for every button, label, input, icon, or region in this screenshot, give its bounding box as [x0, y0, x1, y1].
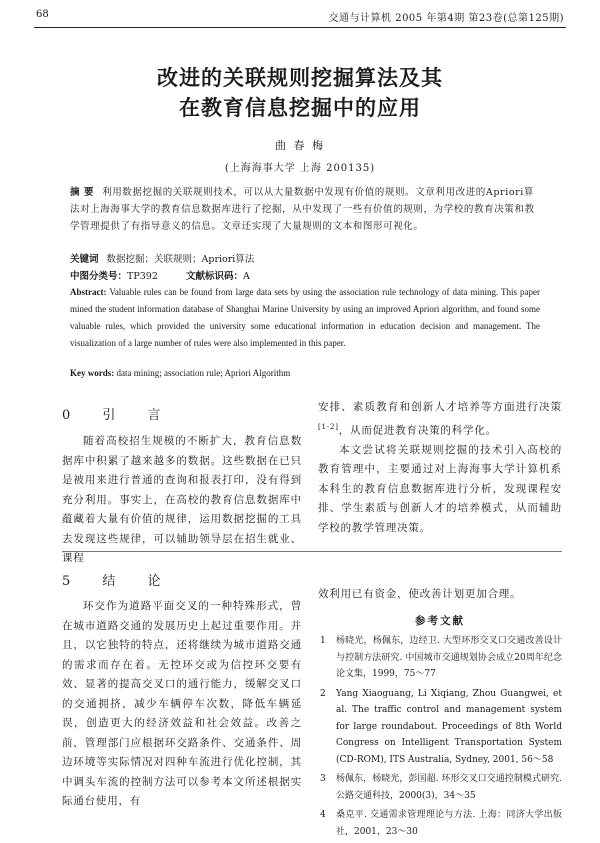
intro-right-text-1: 安排、素质教育和创新人才培养等方面进行决策 — [318, 401, 562, 413]
section-divider — [62, 551, 562, 552]
abstract-cn-label: 摘 要 — [70, 187, 95, 198]
reference-number: 1 — [320, 636, 326, 646]
reference-item — [318, 771, 562, 804]
keywords-cn — [70, 251, 540, 265]
page-number: 68 — [36, 9, 49, 20]
section-conclusion-heading: 5 结 论 — [62, 574, 175, 589]
intro-right-column — [318, 398, 562, 538]
references-heading: 参考文献 — [415, 615, 465, 627]
reference-item — [318, 807, 562, 840]
reference-number: 3 — [320, 774, 326, 784]
abstract-cn-text: 利用数据挖掘的关联规则技术，可以从大量数据中发现有价值的规则。文章利用改进的Apriori算法对上海海事大学的教育信息数据库进行了挖掘，从中发现了一些有价值的规则，为学校的教育决策和教学管理提供了有指导意义的信息。文章还实现了大量规则的文本和图形可视化。 — [70, 187, 535, 232]
header-rule — [34, 27, 566, 28]
reference-number: 2 — [320, 688, 326, 699]
classification — [70, 268, 540, 282]
references-list — [318, 633, 562, 843]
abstract-en-text: Valuable rules can be found from large data sets by using the association rule technology of data mining. This paper mined the student information database of Shanghai Marine University by using an improved Apriori algorithm, and found some valuable rules, which provided the university some educational information in education decision and management. The visualization of a large number of rules were also implemented in this paper. — [70, 287, 540, 348]
affiliation: (上海海事大学 上海 200135) — [224, 163, 376, 174]
title-line-2: 在教育信息挖掘中的应用 — [179, 96, 421, 120]
keywords-cn-label: 关键词 — [70, 254, 99, 265]
keywords-cn-text: 数据挖掘；关联规则；Apriori算法 — [106, 254, 255, 265]
intro-left-column: 随着高校招生规模的不断扩大，教育信息数据库中积累了越来越多的数据。这些数据在已只是被用来进行普通的查询和报表打印，没有得到充分利用。事实上，在高校的教育信息数据库中蕴藏着大量有价值的规律，运用数据挖掘的工具去发现这些规律，可以辅助领导层在招生就业、课程 — [62, 435, 302, 564]
reference-item — [318, 633, 562, 683]
reference-text: 杨佩东，杨晓光，彭国超. 环形交叉口交通控制模式研究. 公路交通科技，2000(3)，34～35 — [336, 774, 562, 801]
abstract-cn — [70, 184, 540, 235]
reference-text: 桑克平. 交通需求管理理论与方法. 上海：同济大学出版社，2001，23～30 — [336, 810, 562, 837]
section-intro-heading: 0 引 言 — [62, 408, 175, 423]
abstract-en — [70, 284, 540, 352]
abstract-en-label: Abstract: — [70, 287, 107, 297]
intro-right-para-2: 本文尝试将关联规则挖掘的技术引入高校的教育管理中，主要通过对上海海事大学计算机系本科生的教育信息数据库进行分析，发现课程安排、学生素质与创新人才的培养模式，从而辅助学校的教学管理决策。 — [318, 443, 562, 534]
clc-code: TP392 — [127, 271, 158, 282]
doc-code: A — [242, 271, 250, 282]
intro-right-para-1 — [318, 398, 562, 441]
clc-label: 中图分类号： — [70, 271, 128, 282]
keywords-en-text: data mining; association rule; Apriori Algorithm — [116, 368, 291, 378]
running-header: 交通与计算机 2005 年第4期 第23卷(总第125期) — [328, 13, 564, 24]
keywords-en — [70, 368, 540, 378]
reference-number: 4 — [320, 810, 326, 820]
title-line-1: 改进的关联规则挖掘算法及其 — [157, 66, 443, 90]
reference-text: 杨晓光，杨佩东，边经卫. 大型环形交叉口交通改善设计与控制方法研究. 中国城市交通规划协会成立20周年纪念论文集，1999，75～77 — [336, 636, 562, 679]
citation: [1-2] — [318, 422, 339, 431]
reference-item — [318, 686, 562, 769]
conclusion-left-column: 环交作为道路平面交叉的一种特殊形式，曾在城市道路交通的发展历史上起过重要作用。并且，以它独特的特点，还将继续为城市道路交通的需求而存在着。无控环交或为信控环交要有效、显著的提高交叉口的通行能力，缓解交叉口的交通拥挤，减少车辆停车次数，降低车辆延误，创造更大的经济效益和社会效益。改善之前，管理部门应根据环交路条件、交通条件、周边环境等实际情况对四种车流进行优化控制，其中调头车流的控制方法可以参考本文所述根据实际通台使用，有 — [62, 600, 302, 807]
doc-code-label: 文献标识码： — [185, 271, 243, 282]
reference-text: Yang Xiaoguang, Li Xiqiang, Zhou Guangwei, et al. The traffic control and management system for large roundabout. Proceedings of 8th World Congress on Intelligent Transportation System (CD-ROM), ITS Australia, Sydney, 2001, 56～58 — [336, 688, 562, 765]
intro-right-text-2: ，从而促进教育决策的科学化。 — [338, 424, 497, 436]
conclusion-right-column: 效利用已有资金，使改善计划更加合理。 — [318, 588, 522, 600]
keywords-en-label: Key words: — [70, 368, 115, 378]
author: 曲 春 梅 — [275, 139, 325, 152]
